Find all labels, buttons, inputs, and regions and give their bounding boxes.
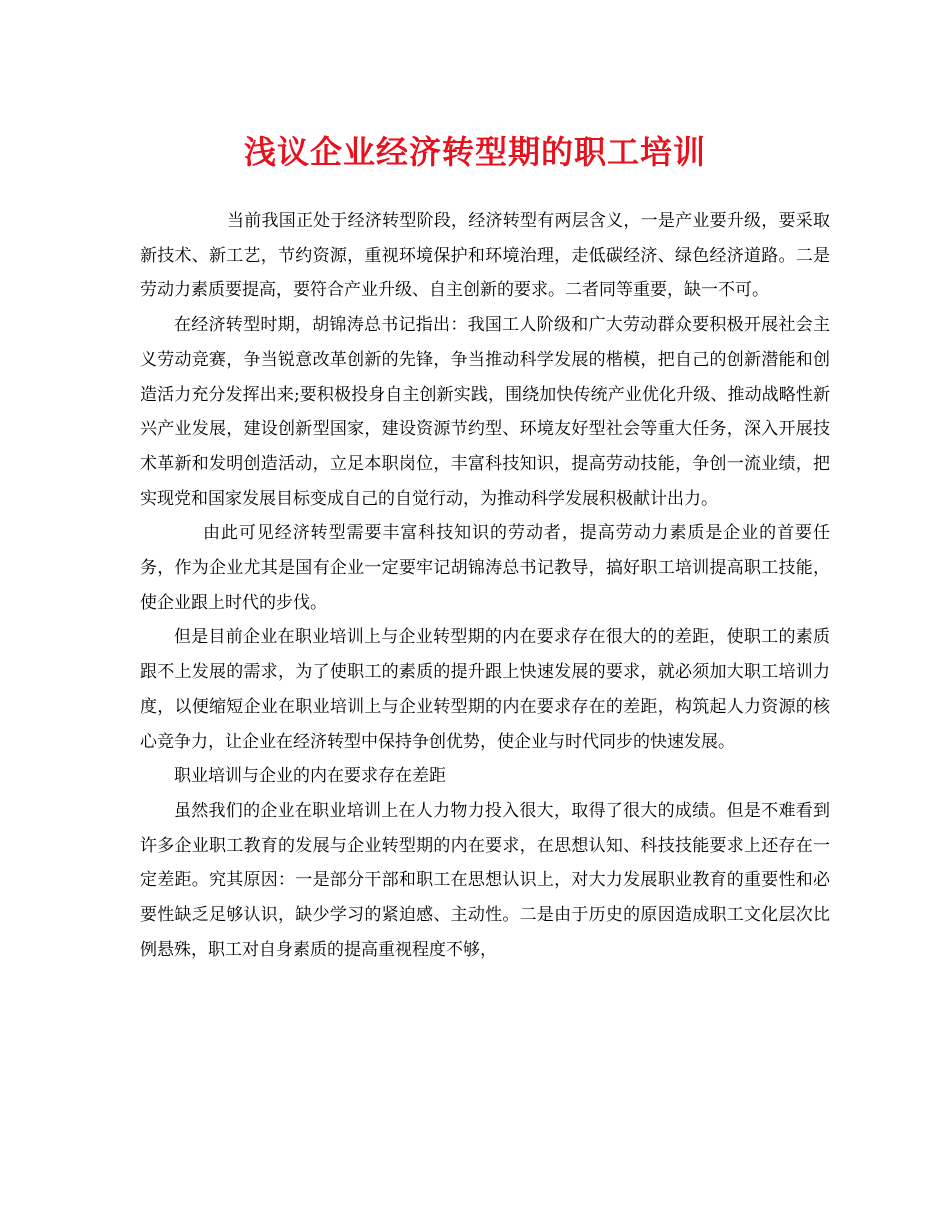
paragraph-3: 由此可见经济转型需要丰富科技知识的劳动者，提高劳动力素质是企业的首要任务，作为企业尤其是国有企业一定要牢记胡锦涛总书记教导，搞好职工培训提高职工技能，使企业跟上时代的步伐。 — [140, 523, 830, 613]
paragraph-2: 在经济转型时期，胡锦涛总书记指出：我国工人阶级和广大劳动群众要积极开展社会主义劳动竞赛，争当锐意改革创新的先锋，争当推动科学发展的楷模，把自己的创新潜能和创造活力充分发挥出来;要积极投身自主创新实践，围绕加快传统产业优化升级、推动战略性新兴产业发展，建设创新型国家，建设资源节约型、环境友好型社会等重大任务，深入开展技术革新和发明创造活动，立足本职岗位，丰富科技知识，提高劳动技能，争创一流业绩，把实现党和国家发展目标变成自己的自觉行动，为推动科学发展积极献计出力。 — [140, 315, 830, 509]
section-heading: 职业培训与企业的内在要求存在差距 — [174, 766, 446, 787]
document-body — [140, 204, 830, 967]
document-title: 浅议企业经济转型期的职工培训 — [243, 133, 706, 171]
paragraph-1: 当前我国正处于经济转型阶段，经济转型有两层含义，一是产业要升级，要采取新技术、新工艺，节约资源，重视环境保护和环境治理，走低碳经济、绿色经济道路。二是劳动力素质要提高，要符合产业升级、自主创新的要求。二者同等重要，缺一不可。 — [140, 211, 830, 301]
paragraph-4: 但是目前企业在职业培训上与企业转型期的内在要求存在很大的的差距，使职工的素质跟不上发展的需求，为了使职工的素质的提升跟上快速发展的要求，就必须加大职工培训力度，以便缩短企业在职业培训上与企业转型期的内在要求存在的差距，构筑起人力资源的核心竞争力，让企业在经济转型中保持争创优势，使企业与时代同步的快速发展。 — [140, 627, 830, 752]
paragraph-5: 虽然我们的企业在职业培训上在人力物力投入很大，取得了很大的成绩。但是不难看到许多企业职工教育的发展与企业转型期的内在要求，在思想认知、科技技能要求上还存在一定差距。究其原因：一是部分干部和职工在思想认识上，对大力发展职业教育的重要性和必要性缺乏足够认识，缺少学习的紧迫感、主动性。二是由于历史的原因造成职工文化层次比例悬殊，职工对自身素质的提高重视程度不够， — [140, 800, 830, 960]
